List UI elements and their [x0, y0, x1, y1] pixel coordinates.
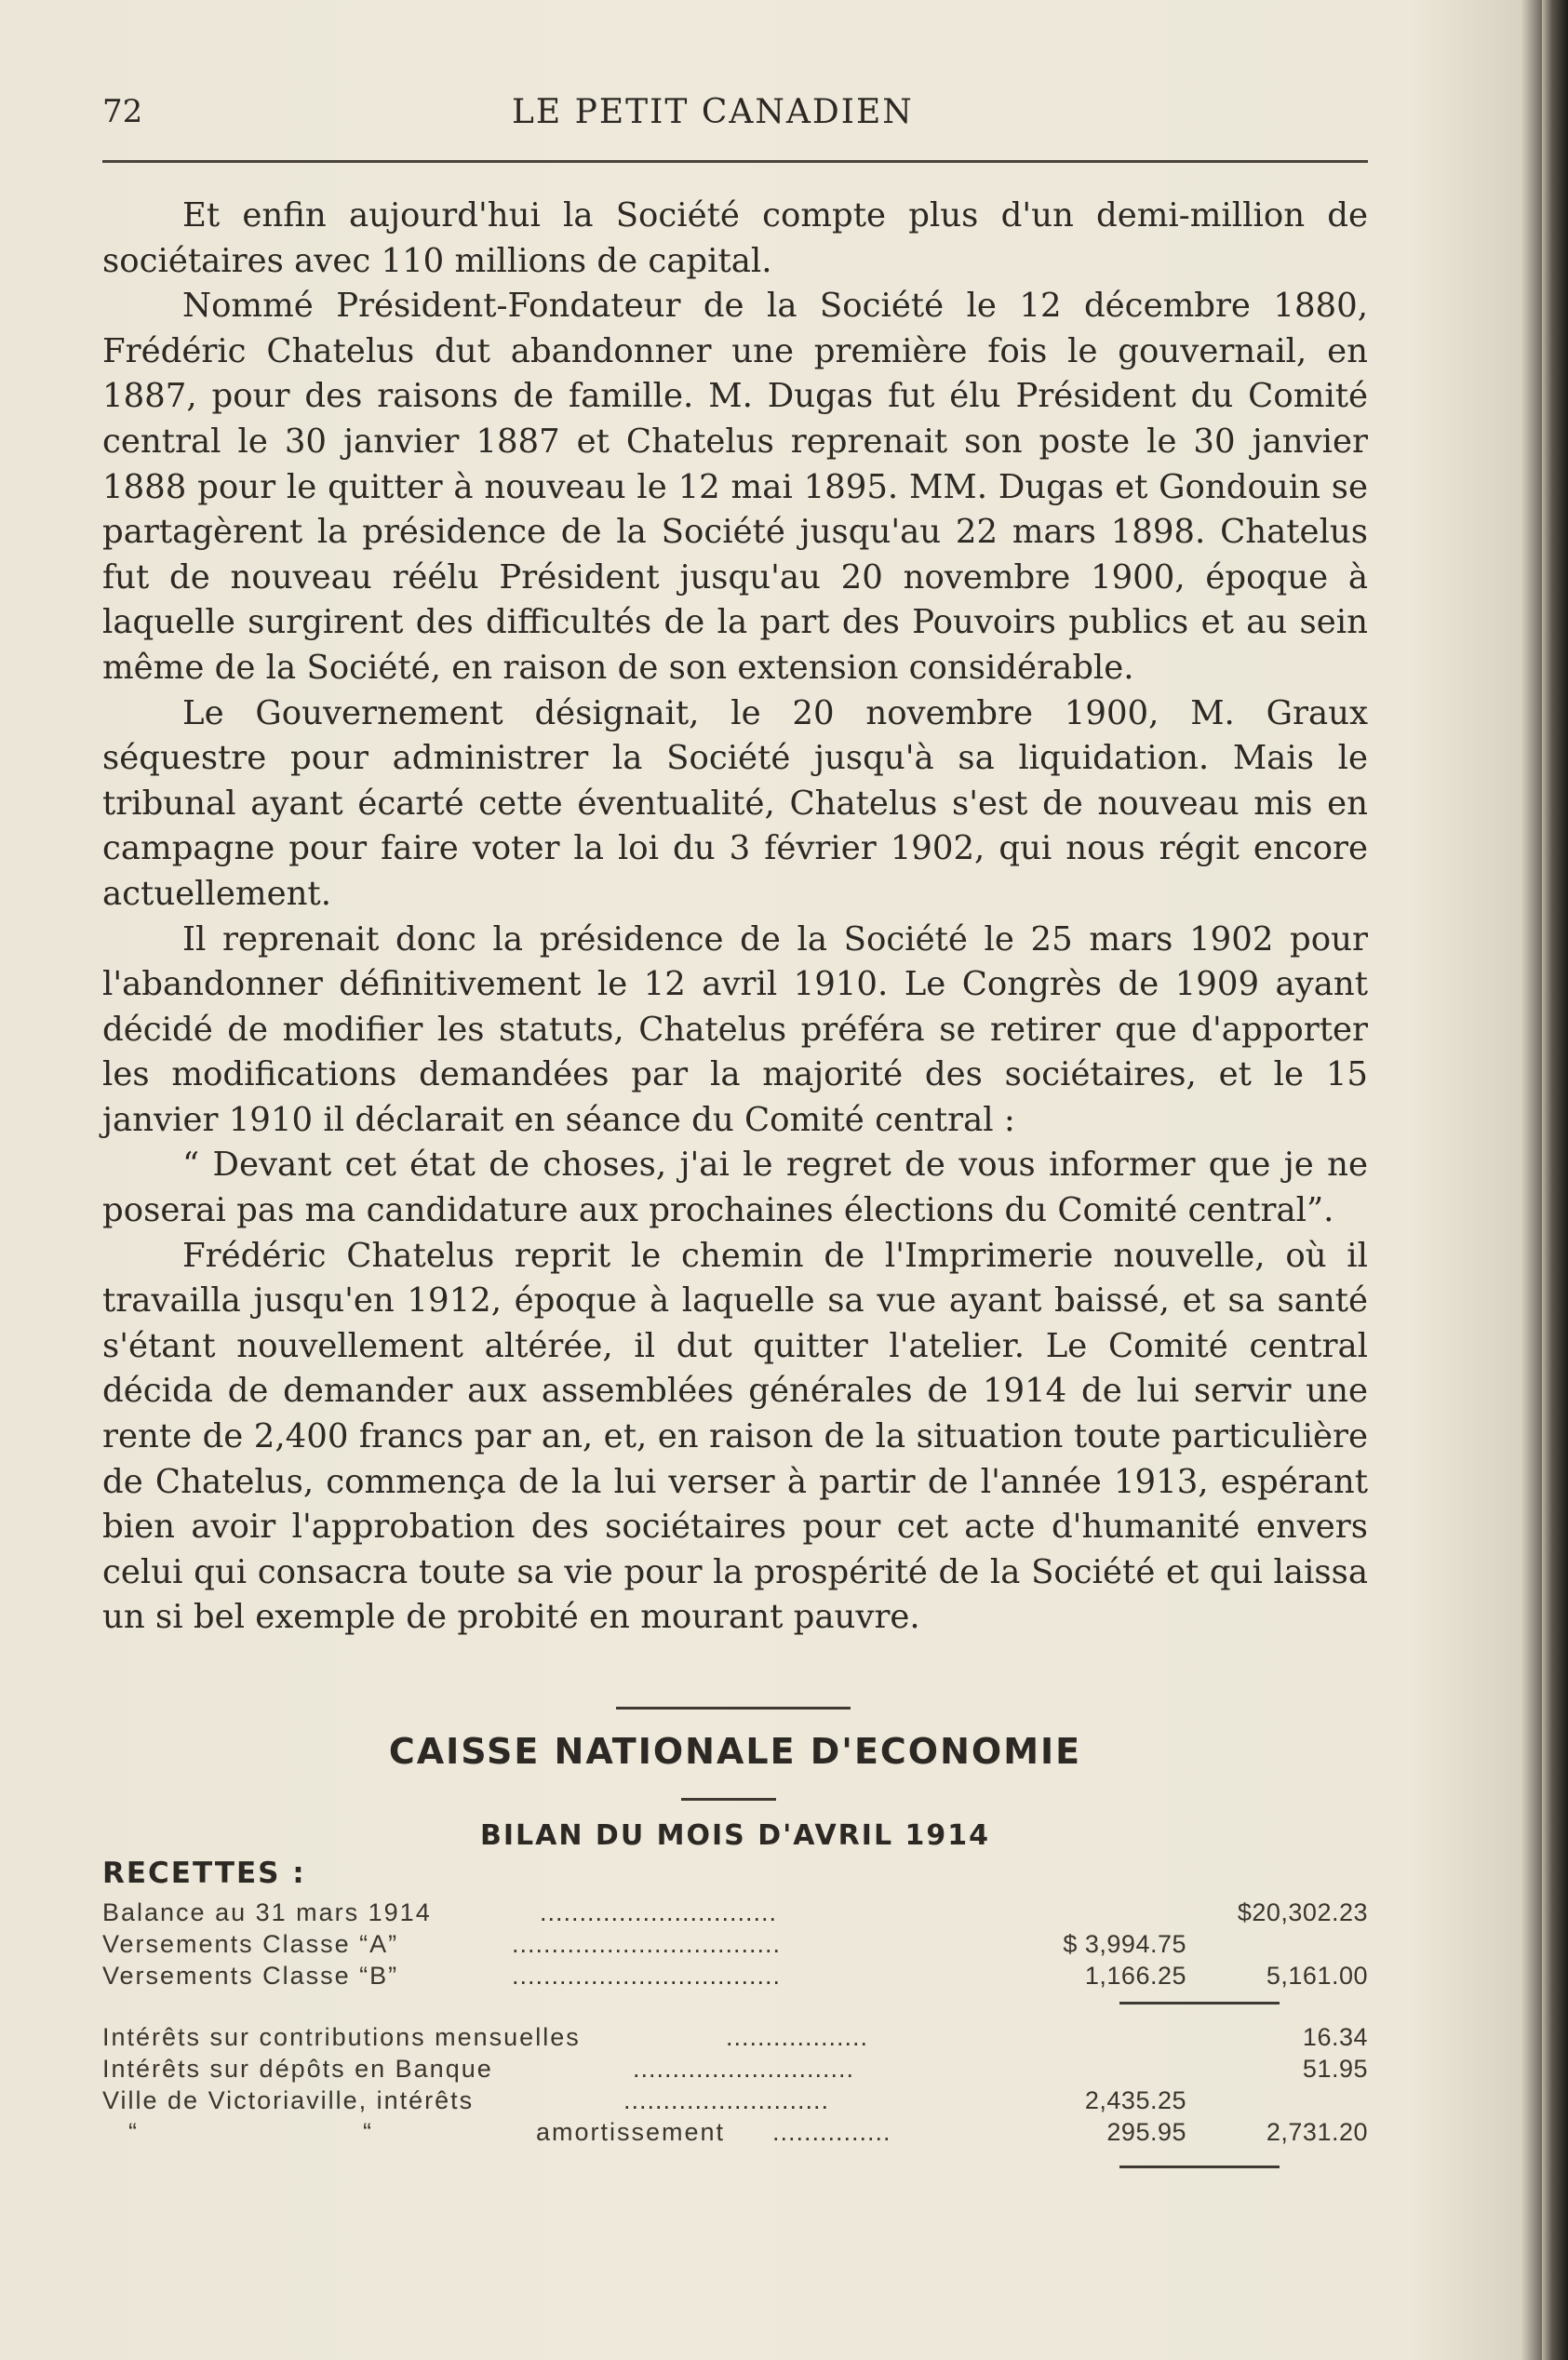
paragraph: “ Devant cet état de choses, j'ai le regret de vous informer que je ne poserai pas ma candidature aux prochaines élections du Comité central”. — [102, 1146, 1368, 1230]
ledger-table — [102, 1898, 1368, 2150]
ledger-label: Ville de Victoriaville, intérêts — [102, 2086, 475, 2114]
ditto-mark: “ — [363, 2118, 373, 2146]
ditto-mark: “ — [128, 2118, 139, 2146]
ledger-total: 16.34 — [1302, 2023, 1368, 2051]
leader-dots: .......................... — [623, 2086, 830, 2114]
ledger-label: Intérêts sur dépôts en Banque — [102, 2055, 493, 2083]
ledger-row — [102, 1930, 1368, 1962]
leader-dots: ............... — [772, 2118, 891, 2146]
leader-dots: ............................ — [633, 2055, 855, 2083]
ledger-row — [102, 2118, 1368, 2150]
receipts-label: RECETTES : — [102, 1857, 306, 1890]
ledger-amount: 295.95 — [1106, 2118, 1186, 2146]
leader-dots: .................................. — [512, 1962, 782, 1990]
ledger-total: 51.95 — [1302, 2055, 1368, 2083]
paragraph: Et enfin aujourd'hui la Société compte plus d'un demi-million de sociétaires avec 110 millions de capital. — [102, 196, 1368, 280]
section-divider-bottom — [681, 1798, 776, 1801]
ledger-amount: $ 3,994.75 — [1063, 1930, 1186, 1958]
subtotal-rule — [1119, 2002, 1280, 2005]
section-title: CAISSE NATIONALE D'ECONOMIE — [388, 1731, 1082, 1772]
paragraph: Frédéric Chatelus reprit le chemin de l'Imprimerie nouvelle, où il travailla jusqu'en 1912, époque à laquelle sa vue ayant baissé, et sa santé s'étant nouvellement altérée, il dut quitter l'atelier. Le Comité central décida de demander aux assemblées générales de 1914 de lui servir une rente de 2,400 francs par an, et, en raison de la situation toute particulière de Chatelus, commença de la lui verser à partir de l'année 1913, espérant bien avoir l'approbation des sociétaires pour cet acte d'humanité envers celui qui consacra toute sa vie pour la prospérité de la Société et qui laissa un si bel exemple de probité en mourant pauvre. — [102, 1236, 1368, 1637]
header-rule — [102, 160, 1368, 163]
ledger-row — [102, 1962, 1368, 1993]
section-divider-top — [616, 1707, 851, 1710]
ledger-label: Intérêts sur contributions mensuelles — [102, 2023, 581, 2051]
ledger-total: 2,731.20 — [1266, 2118, 1368, 2146]
paragraph: Il reprenait donc la présidence de la Société le 25 mars 1902 pour l'abandonner définitivement le 12 avril 1910. Le Congrès de 1909 ayant décidé de modifier les statuts, Chatelus préféra se retirer que d'apporter les modifications demandées par la majorité des sociétaires, et le 15 janvier 1910 il déclarait en séance du Comité central : — [102, 919, 1368, 1139]
paragraph: Le Gouvernement désignait, le 20 novembre 1900, M. Graux séquestre pour administrer la Société jusqu'à sa liquidation. Mais le tribunal ayant écarté cette éventualité, Chatelus s'est de nouveau mis en campagne pour faire voter la loi du 3 février 1902, qui nous régit encore actuellement. — [102, 693, 1368, 913]
ledger-label: Versements Classe “A” — [102, 1930, 399, 1958]
ledger-row — [102, 1898, 1368, 1930]
page-number: 72 — [102, 93, 143, 130]
ledger-amount: 1,166.25 — [1084, 1962, 1186, 1990]
page-header — [102, 93, 1368, 140]
paragraph: Nommé Président-Fondateur de la Société le 12 décembre 1880, Frédéric Chatelus dut abandonner une première fois le gouvernail, en 1887, pour des raisons de famille. M. Dugas fut élu Président du Comité central le 30 janvier 1887 et Chatelus reprenait son poste le 30 janvier 1888 pour le quitter à nouveau le 12 mai 1895. MM. Dugas et Gondouin se partagèrent la présidence de la Société jusqu'au 22 mars 1898. Chatelus fut de nouveau réélu Président jusqu'au 20 novembre 1900, époque à laquelle surgirent des difficultés de la part des Pouvoirs publics et au sein même de la Société, en raison de son extension considérable. — [102, 287, 1368, 687]
ledger-row — [102, 2023, 1368, 2055]
book-spine-shadow — [1542, 0, 1568, 2360]
running-title: LE PETIT CANADIEN — [512, 93, 914, 131]
ledger-total: 5,161.00 — [1266, 1962, 1368, 1990]
ledger-label: Versements Classe “B” — [102, 1962, 399, 1990]
ledger-label: amortissement — [536, 2118, 726, 2146]
ledger-total: $20,302.23 — [1237, 1898, 1368, 1926]
ledger-label: Balance au 31 mars 1914 — [102, 1898, 432, 1926]
balance-subtitle: BILAN DU MOIS D'AVRIL 1914 — [480, 1819, 990, 1852]
subtotal-rule — [1119, 2166, 1280, 2168]
leader-dots: .................................. — [512, 1930, 782, 1958]
ledger-row — [102, 2055, 1368, 2086]
leader-dots: .................. — [726, 2023, 869, 2051]
leader-dots: .............................. — [540, 1898, 778, 1926]
ledger-row — [102, 2086, 1368, 2118]
ledger-amount: 2,435.25 — [1084, 2086, 1186, 2114]
body-text — [102, 194, 1368, 1641]
